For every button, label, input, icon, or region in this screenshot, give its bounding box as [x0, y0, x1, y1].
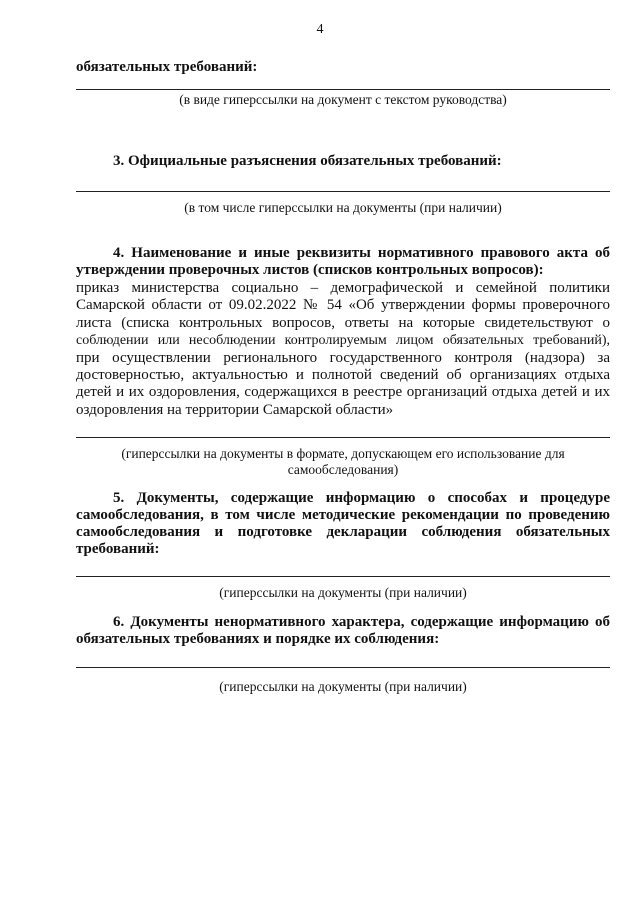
- section-2-heading-tail: обязательных требований:: [76, 59, 258, 75]
- section-4-body-line-1: приказ министерства социально – демографической и семейной политики: [76, 280, 610, 296]
- section-4-heading-line-2: утверждении проверочных листов (списков контрольных вопросов):: [76, 262, 544, 278]
- caption-links-1: (гиперссылки на документы (при наличии): [219, 585, 467, 600]
- fill-line: [76, 89, 610, 90]
- section-6-heading-line-2: обязательных требованиях и порядке их соблюдения:: [76, 631, 440, 647]
- caption-docs-if-any: (в том числе гиперссылки на документы (при наличии): [184, 200, 502, 215]
- section-4-body-line-2: Самарской области от 09.02.2022 № 54 «Об утверждении формы проверочного: [76, 297, 610, 314]
- fill-line: [76, 667, 610, 668]
- fill-line: [76, 437, 610, 438]
- caption-self-check-line-2: самообследования): [287, 462, 399, 477]
- caption-links-2: (гиперссылки на документы (при наличии): [219, 679, 467, 694]
- section-4-body-line-8: оздоровления на территории Самарской области»: [76, 401, 394, 418]
- section-4-body-line-4: соблюдении или несоблюдении контролируемым лицом обязательных требований),: [76, 333, 610, 349]
- fill-line: [76, 576, 610, 577]
- section-5-heading-line-4: требований:: [76, 541, 160, 557]
- fill-line: [76, 191, 610, 192]
- section-4-heading-line-1: 4. Наименование и иные реквизиты нормативного правового акта об: [113, 245, 610, 261]
- section-5-heading-line-1: 5. Документы, содержащие информацию о способах и процедуре: [113, 490, 610, 506]
- section-4-body-line-3: листа (списка контрольных вопросов, ответы на которые свидетельствуют о: [76, 314, 610, 331]
- page-number: 4: [316, 22, 324, 37]
- section-4-body-line-5: при осуществлении регионального государственного контроля (надзора) за: [76, 349, 610, 366]
- section-6-heading-line-1: 6. Документы ненормативного характера, содержащие информацию об: [113, 614, 610, 630]
- caption-guidance-link: (в виде гиперссылки на документ с текстом руководства): [179, 92, 507, 107]
- section-4-body-line-6: достоверностью, актуальностью и полнотой сведений об организациях отдыха: [76, 367, 610, 383]
- section-3-heading: 3. Официальные разъяснения обязательных требований:: [113, 153, 502, 169]
- caption-self-check-line-1: (гиперссылки на документы в формате, допускающем его использование для: [121, 446, 565, 461]
- section-5-heading-line-3: самообследования и подготовке декларации соблюдения обязательных: [76, 524, 610, 540]
- section-4-body-line-7: детей и их оздоровления, содержащихся в реестре организаций отдыха детей и их: [76, 384, 610, 401]
- section-5-heading-line-2: самообследования, в том числе методические рекомендации по проведению: [76, 507, 610, 523]
